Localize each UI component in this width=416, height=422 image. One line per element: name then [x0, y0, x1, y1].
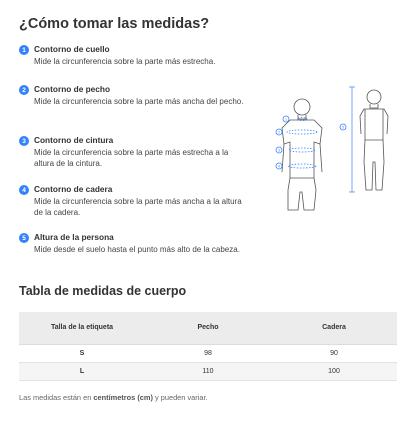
step-number-badge: 1 — [19, 45, 29, 55]
size-label-cell: L — [19, 362, 145, 380]
step-number-badge: 5 — [19, 233, 29, 243]
units-note — [19, 393, 208, 402]
body-measurement-illustration — [268, 82, 408, 232]
step-title: Altura de la persona — [34, 232, 114, 242]
marker-label: 4 — [278, 164, 280, 169]
step-description: Mide la circunferencia sobre la parte más ancha del pecho. — [34, 97, 244, 106]
step-description: Mide desde el suelo hasta el punto más alto de la cabeza. — [34, 245, 240, 254]
hip-cell: 90 — [271, 344, 397, 362]
chest-cell: 98 — [145, 344, 271, 362]
page-title: ¿Cómo tomar las medidas? — [19, 16, 210, 32]
step-number-badge: 3 — [19, 136, 29, 146]
note-suffix: y pueden variar. — [152, 393, 208, 402]
measurement-lines — [287, 118, 317, 169]
table-header-row — [19, 312, 397, 344]
step-title: Contorno de cadera — [34, 184, 113, 194]
hip-cell: 100 — [271, 362, 397, 380]
step-description: Mide la circunferencia sobre la parte más estrecha a la altura de la cintura. — [34, 148, 229, 168]
marker-label: 2 — [278, 130, 280, 135]
step-number-badge: 4 — [19, 185, 29, 195]
chest-cell: 110 — [145, 362, 271, 380]
table-row — [19, 344, 397, 362]
column-header-label: Talla de la etiqueta — [19, 312, 145, 344]
front-figure — [282, 99, 322, 210]
marker-label: 1 — [285, 117, 287, 122]
size-label-cell: S — [19, 344, 145, 362]
table-row — [19, 362, 397, 380]
size-table — [19, 312, 397, 381]
side-figure — [360, 90, 388, 190]
step-number-badge: 2 — [19, 85, 29, 95]
step-title: Contorno de pecho — [34, 84, 111, 94]
step-title: Contorno de cintura — [34, 135, 114, 145]
marker-label: 5 — [342, 125, 344, 130]
column-header-chest: Pecho — [145, 312, 271, 344]
note-prefix: Las medidas están en — [19, 393, 94, 402]
height-indicator — [349, 87, 355, 192]
column-header-hip: Cadera — [271, 312, 397, 344]
step-title: Contorno de cuello — [34, 44, 110, 54]
step-description: Mide la circunferencia sobre la parte más estrecha. — [34, 57, 216, 66]
step-description: Mide la circunferencia sobre la parte más ancha a la altura de la cadera. — [34, 197, 242, 217]
marker-label: 3 — [278, 148, 280, 153]
note-units: centímetros (cm) — [93, 393, 153, 402]
size-table-title: Tabla de medidas de cuerpo — [19, 284, 187, 298]
